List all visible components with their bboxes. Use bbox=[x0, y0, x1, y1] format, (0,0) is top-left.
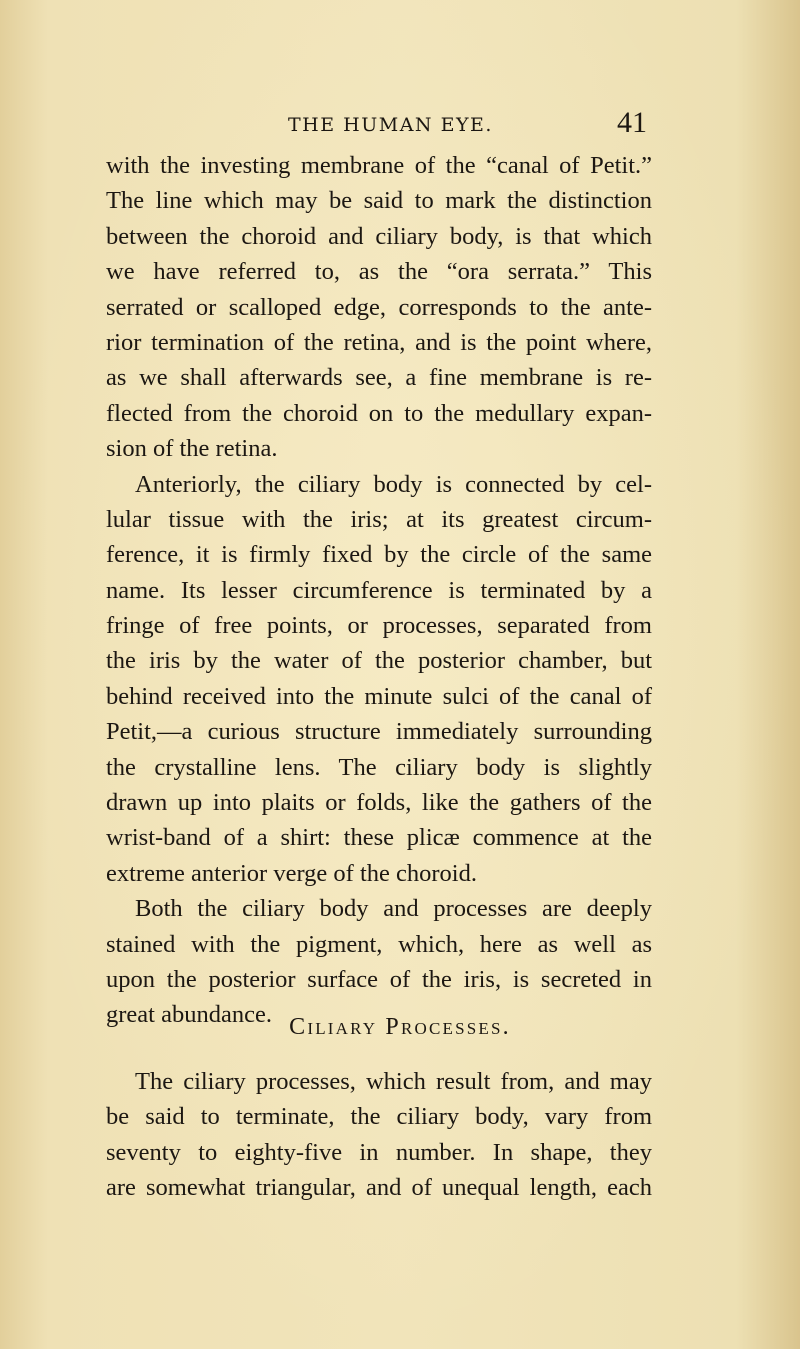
text-line: ference, it is firmly fixed by the circle of the same bbox=[106, 541, 652, 569]
text-line: the iris by the water of the posterior chamber, but bbox=[106, 647, 652, 675]
text-line: wrist-band of a shirt: these plicæ commence at the bbox=[106, 824, 652, 852]
text-line: upon the posterior surface of the iris, is secreted in bbox=[106, 965, 652, 993]
running-head: THE HUMAN EYE. bbox=[288, 114, 493, 136]
text-line: name. Its lesser circumference is terminated by a bbox=[106, 576, 652, 604]
text-line: behind received into the minute sulci of the canal of bbox=[106, 682, 652, 710]
text-line: the crystalline lens. The ciliary body is slightly bbox=[106, 753, 652, 781]
text-line: sion of the retina. bbox=[106, 435, 278, 463]
text-line: drawn up into plaits or folds, like the gathers of the bbox=[106, 789, 652, 817]
body-text-bottom bbox=[106, 1064, 652, 1206]
text-line: stained with the pigment, which, here as well as bbox=[106, 930, 652, 958]
text-line: are somewhat triangular, and of unequal length, each bbox=[106, 1174, 652, 1202]
text-line: be said to terminate, the ciliary body, vary from bbox=[106, 1103, 652, 1131]
paragraph bbox=[106, 467, 652, 892]
paragraph bbox=[106, 1064, 652, 1206]
text-line: extreme anterior verge of the choroid. bbox=[106, 859, 477, 887]
body-text-top bbox=[106, 148, 652, 1033]
text-line: between the choroid and ciliary body, is that which bbox=[106, 222, 652, 250]
text-line: we have referred to, as the “ora serrata.” This bbox=[106, 258, 652, 286]
text-line: lular tissue with the iris; at its greatest circum- bbox=[106, 505, 652, 533]
text-line: serrated or scalloped edge, corresponds to the ante- bbox=[106, 293, 652, 321]
text-line: seventy to eighty-five in number. In shape, they bbox=[106, 1138, 652, 1166]
text-line: great abundance. bbox=[106, 1001, 272, 1029]
text-line: Both the ciliary body and processes are deeply bbox=[135, 895, 652, 923]
page-header bbox=[0, 108, 800, 144]
text-line: as we shall afterwards see, a fine membrane is re- bbox=[106, 364, 652, 392]
text-line: fringe of free points, or processes, separated from bbox=[106, 612, 652, 640]
section-heading: Ciliary Processes. bbox=[289, 1014, 511, 1040]
paragraph bbox=[106, 891, 652, 1033]
text-line: Petit,—a curious structure immediately surrounding bbox=[106, 718, 652, 746]
page-number: 41 bbox=[617, 106, 647, 139]
text-line: with the investing membrane of the “canal of Petit.” bbox=[106, 152, 652, 179]
text-line: The ciliary processes, which result from, and may bbox=[135, 1068, 652, 1095]
text-line: Anteriorly, the ciliary body is connected by cel- bbox=[135, 470, 652, 498]
text-line: rior termination of the retina, and is the point where, bbox=[106, 328, 652, 356]
paragraph bbox=[106, 148, 652, 467]
text-line: flected from the choroid on to the medullary expan- bbox=[106, 399, 652, 427]
text-line: The line which may be said to mark the distinction bbox=[106, 187, 652, 215]
